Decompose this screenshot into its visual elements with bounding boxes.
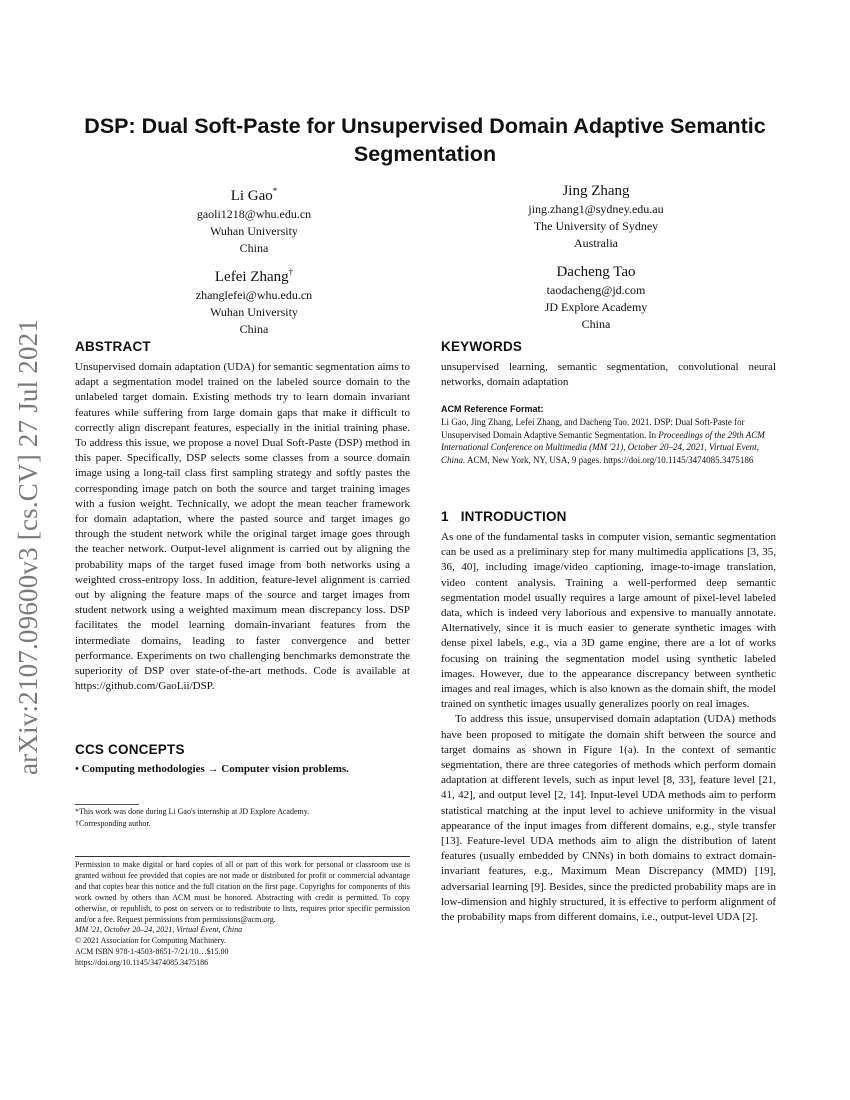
author-block [456,262,736,333]
footnote-rule [75,804,139,805]
author-country: China [239,322,269,336]
ccs-heading: CCS CONCEPTS [75,742,185,757]
author-affiliation: The University of Sydney [533,219,659,233]
introduction-paragraph: As one of the fundamental tasks in computer vision, semantic segmentation can be used as a preliminary step for many multimedia applications [3, 35, 36, 40], including image/video captioning, image-to-image translation, video content analysis. Training a well-performed deep semantic segmentation model usually requires a large amount of pixel-level labeled data, which is indeed very laborious and expensive to manually annotate. Alternatively, since it is much easier to generate synthetic images with dense pixel labels, e.g., via a 3D game engine, there are a lot of works focusing on training the segmentation model using synthetic labeled images. However, due to the appearance discrepancy between synthetic images and real images, which is also known as the domain shift, the model trained on synthetic images usually generalizes poorly on real images. [441,531,776,711]
author-affiliation: Wuhan University [210,305,298,319]
author-email: gaoli1218@whu.edu.cn [196,207,312,221]
author-email: taodacheng@jd.com [546,283,646,297]
acm-reference-section [441,404,776,466]
keywords-section [441,339,776,390]
ccs-concepts-text: • Computing methodologies → Computer vision problems. [75,763,349,775]
acm-reference-heading: ACM Reference Format: [441,404,544,414]
ccs-section [75,742,410,775]
permission-rule [75,856,410,857]
author-country: Australia [574,236,618,250]
doi-link[interactable]: https://doi.org/10.1145/3474085.3475186 [75,958,209,968]
author-email: jing.zhang1@sydney.edu.au [528,202,664,216]
keywords-text: unsupervised learning, semantic segmentation, convolutional neural networks, domain adaptation [441,361,776,389]
author-block [114,262,394,338]
copyright-notice: © 2021 Association for Computing Machinery. [75,936,226,946]
footnote-corresponding: †Corresponding author. [75,819,151,828]
isbn: ACM ISBN 978-1-4503-8651-7/21/10…$15.00 [75,947,229,957]
abstract-section [75,339,410,694]
author-block [114,181,394,257]
author-name: Li Gao* [230,186,278,204]
permission-text: Permission to make digital or hard copies of all or part of this work for personal or classroom use is granted without fee provided that copies are not made or distributed for profit or commercial advantage and that copies bear this notice and the full citation on the first page. Copyrights for components of this work owned by others than ACM must be honored. Abstracting with credit is permitted. To copy otherwise, or republish, to post on servers or to redistribute to lists, requires prior specific permission and/or a fee. Request permissions from permissions@acm.org. [75,860,410,924]
author-country: China [239,241,269,255]
acm-reference-text: Li Gao, Jing Zhang, Lefei Zhang, and Dacheng Tao. 2021. DSP: Dual Soft-Paste for Unsupervised Domain Adaptive Semantic Segmentation. In Proceedings of the 29th ACM International Conference on Multimedia (MM '21), October 20–24, 2021, Virtual Event, China. ACM, New York, NY, USA, 9 pages. https://doi.org/10.1145/3474085.3475186 [441,417,765,465]
permission-block [75,856,410,969]
author-name: Jing Zhang [562,183,630,199]
author-affiliation: JD Explore Academy [544,300,648,314]
introduction-paragraph: To address this issue, unsupervised domain adaptation (UDA) methods have been proposed to mitigate the domain shift between the source and target domains as shown in Figure 1(a). In the context of semantic segmentation, there are three categories of methods which perform domain adaptation at different levels, such as input level [8, 33], feature level [21, 41, 42], and output level [2, 14]. Input-level UDA methods aim to perform statistical matching at the input level to achieve uniformity in the visual appearance of the input images from different domains, e.g., style transfer [13]. Feature-level UDA methods aim to align the distribution of latent features (usually embedded by CNNs) in both domains to extract domain-invariant features, e.g., Maximum Mean Discrepancy (MMD) [19], adversarial learning [9]. Besides, since the predicted probability maps are in low-dimension and highly structured, it is effective to perform alignment of the probability maps from different domains, i.e., output-level UDA [2]. [441,713,776,924]
author-affiliation: Wuhan University [210,224,298,238]
author-name: Lefei Zhang† [214,267,294,285]
conference-venue: MM '21, October 20–24, 2021, Virtual Event, China [75,925,243,935]
author-email: zhanglefei@whu.edu.cn [195,288,313,302]
author-country: China [581,317,611,331]
arxiv-identifier-stamp: arXiv:2107.09600v3 [cs.CV] 27 Jul 2021 [13,318,43,775]
paper-title: DSP: Dual Soft-Paste for Unsupervised Domain Adaptive Semantic Segmentation [84,114,766,166]
footnote-internship: *This work was done during Li Gao's internship at JD Explore Academy. [75,807,310,816]
author-name: Dacheng Tao [556,264,636,280]
keywords-heading: KEYWORDS [441,339,523,354]
abstract-text: Unsupervised domain adaptation (UDA) for semantic segmentation aims to adapt a segmentation model trained on the labeled source domain to the unlabeled target domain. Existing methods try to learn domain invariant features while suffering from large domain gaps that make it difficult to correctly align discrepant features, especially in the initial training phase. To address this issue, we propose a novel Dual Soft-Paste (DSP) method in this paper. Specifically, DSP selects some classes from a source domain image using a long-tail class first sampling strategy and softly pastes the corresponding image patch on both the source and target training images with a fusion weight. Technically, we adopt the mean teacher framework for domain adaptation, where the pasted source and target images go through the student network while the original target image goes through the teacher network. Output-level alignment is carried out by aligning the probability maps of the target fused image from both networks using a weighted cross-entropy loss. In addition, feature-level alignment is carried out by aligning the feature maps of the source and target images from student network using a weighted maximum mean discrepancy loss. DSP facilitates the model learning domain-invariant features from the intermediate domains, leading to faster convergence and better performance. Experiments on two challenging benchmarks demonstrate the superiority of DSP over state-of-the-art methods. Code is available at https://github.com/GaoLii/DSP. [75,361,410,693]
introduction-heading: 1 INTRODUCTION [441,509,567,524]
footnotes [75,804,410,830]
introduction-section [441,509,776,925]
author-block [456,181,736,252]
abstract-heading: ABSTRACT [75,339,151,354]
